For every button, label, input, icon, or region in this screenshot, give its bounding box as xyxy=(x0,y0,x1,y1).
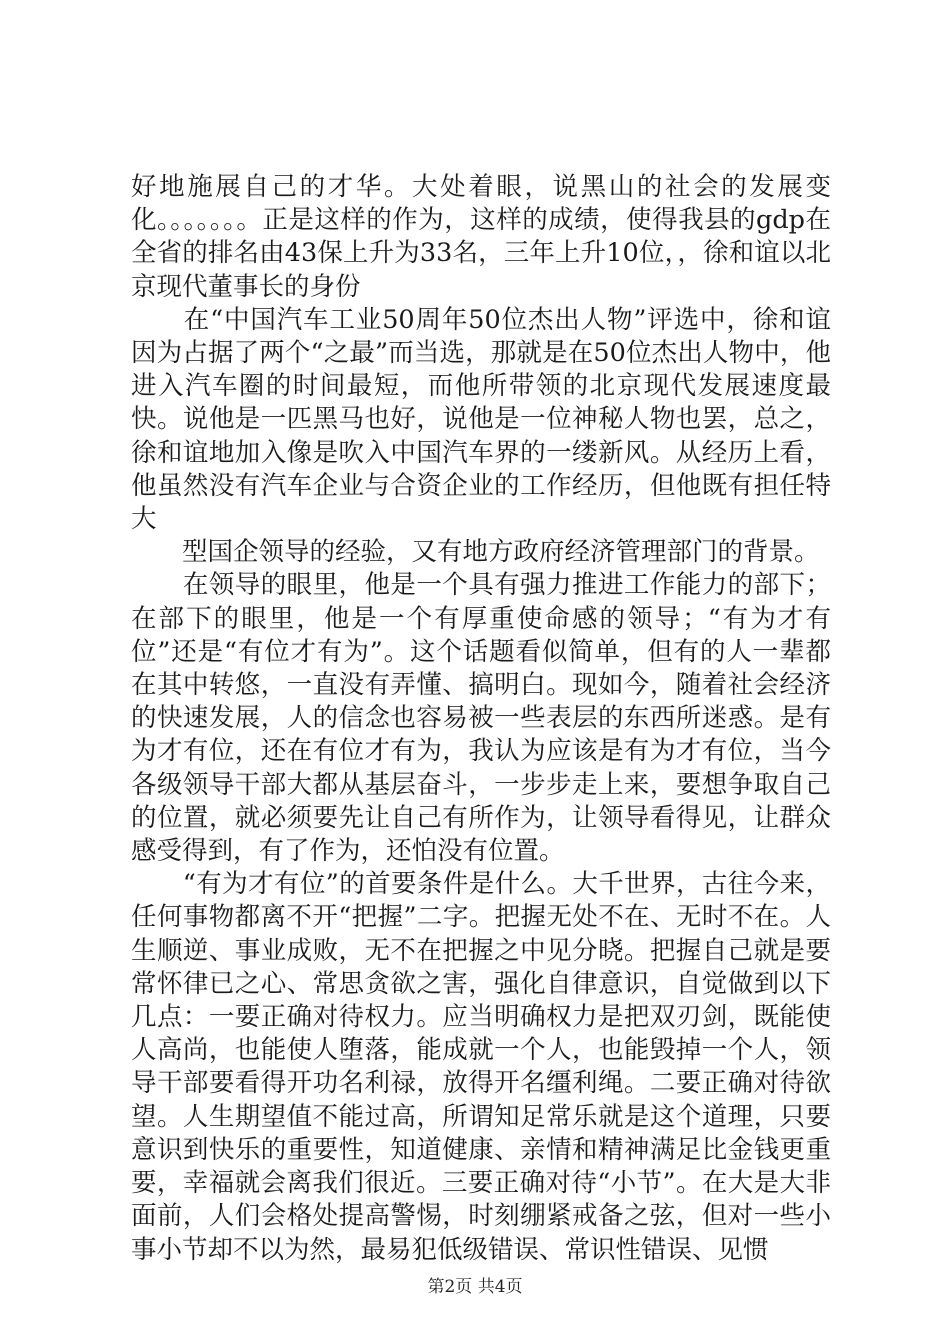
paragraph-2: 在“中国汽车工业50周年50位杰出人物”评选中，徐和谊因为占据了两个“之最”而当选，那就是在50位杰出人物中，他进入汽车圈的时间最短，而他所带领的北京现代发展速度最快。说他是一匹黑马也好，说他是一位神秘人物也罢，总之，徐和谊地加入像是吹入中国汽车界的一缕新风。从经历上看，他虽然没有汽车企业与合资企业的工作经历，但他既有担任特大 xyxy=(131,304,831,535)
document-body xyxy=(131,171,831,1267)
paragraph-5: “有为才有位”的首要条件是什么。大千世界，古往今来，任何事物都离不开“把握”二字。把握无处不在、无时不在。人生顺逆、事业成败，无不在把握之中见分晓。把握自己就是要常怀律已之心、常思贪欲之害，强化自律意识，自觉做到以下几点：一要正确对待权力。应当明确权力是把双刃剑，既能使人高尚，也能使人堕落，能成就一个人，也能毁掉一个人，领导干部要看得开功名利禄，放得开名缰利绳。二要正确对待欲望。人生期望值不能过高，所谓知足常乐就是这个道理，只要意识到快乐的重要性，知道健康、亲情和精神满足比金钱更重要，幸福就会离我们很近。三要正确对待“小节”。在大是大非面前，人们会格处提高警惕，时刻绷紧戒备之弦，但对一些小事小节却不以为然，最易犯低级错误、常识性错误、见惯 xyxy=(131,869,831,1265)
paragraph-3: 型国企领导的经验，又有地方政府经济管理部门的背景。 xyxy=(131,537,820,568)
page-footer: 第2页 共4页 xyxy=(427,1277,523,1297)
paragraph-4: 在领导的眼里，他是一个具有强力推进工作能力的部下；在部下的眼里，他是一个有厚重使命感的领导；“有为才有位”还是“有位才有为”。这个话题看似简单，但有的人一辈都在其中转悠，一直没有弄懂、搞明白。现如今，随着社会经济的快速发展，人的信念也容易被一些表层的东西所迷惑。是有为才有位，还在有位才有为，我认为应该是有为才有位，当今各级领导干部大都从基层奋斗，一步步走上来，要想争取自己的位置，就必须要先让自己有所作为，让领导看得见，让群众感受得到，有了作为，还怕没有位置。 xyxy=(131,570,831,867)
paragraph-1: 好地施展自己的才华。大处着眼，说黑山的社会的发展变化。。。。。。。正是这样的作为，这样的成绩，使得我县的gdp在全省的排名由43保上升为33名，三年上升10位，，徐和谊以北京现代董事长的身份 xyxy=(131,172,831,302)
